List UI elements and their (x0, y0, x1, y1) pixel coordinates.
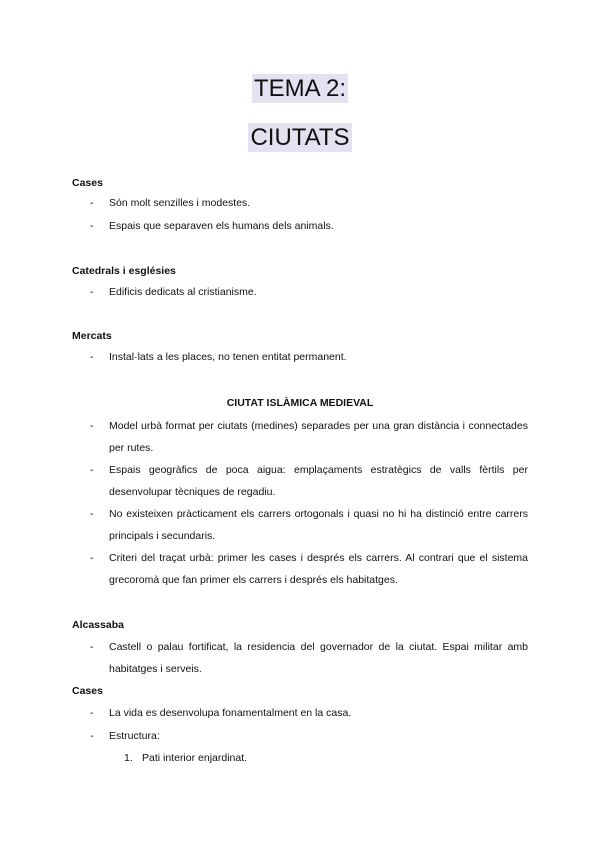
list-item-text: No existeixen pràcticament els carrers ortogonals i quasi no hi ha distinció entre carrers principals i secundaris. (109, 508, 528, 542)
list-item-text: Instal·lats a les places, no tenen entitat permanent. (109, 351, 347, 363)
list-item (90, 281, 528, 303)
list-item (90, 215, 528, 237)
heading-ciutat-islamica: CIUTAT ISLÀMICA MEDIEVAL (226, 397, 374, 409)
list-item (90, 547, 528, 591)
item-number: 1. (124, 752, 133, 764)
bullet-dash: - (90, 641, 94, 653)
heading-mercats: Mercats (72, 330, 112, 342)
bullet-dash: - (90, 464, 94, 476)
list-item-text: Espais que separaven els humans dels animals. (109, 220, 334, 232)
list-item-text: Model urbà format per ciutats (medines) separades per una gran distància i connectades per rutes. (109, 420, 528, 454)
list-item (90, 192, 528, 214)
title-line-1 (0, 74, 600, 104)
list-item (90, 346, 528, 368)
list-item-text: Castell o palau fortificat, la residencia del governador de la ciutat. Espai militar amb habitatges i serveis. (109, 641, 528, 675)
bullet-dash: - (90, 508, 94, 520)
bullet-dash: - (90, 730, 94, 742)
list-item-text: Estructura: (109, 730, 160, 742)
bullet-dash: - (90, 707, 94, 719)
bullet-dash: - (90, 420, 94, 432)
title-highlight-2: CIUTATS (250, 124, 350, 151)
list-item (90, 415, 528, 459)
list-item (90, 459, 528, 503)
list-item-text: La vida es desenvolupa fonamentalment en la casa. (109, 707, 352, 719)
bullet-dash: - (90, 286, 94, 298)
list-item-text: Són molt senzilles i modestes. (109, 197, 251, 209)
title-highlight-1: TEMA 2: (253, 75, 347, 102)
heading-cases-islamiques: Cases (72, 685, 103, 697)
bullet-dash: - (90, 197, 94, 209)
list-item-text: Edificis dedicats al cristianisme. (109, 286, 257, 298)
heading-catedrals: Catedrals i esglésies (72, 265, 176, 277)
bullet-dash: - (90, 552, 94, 564)
numbered-item-text: Pati interior enjardinat. (142, 752, 248, 764)
list-item (90, 503, 528, 547)
bullet-dash: - (90, 351, 94, 363)
heading-cases: Cases (72, 177, 103, 189)
heading-alcassaba: Alcassaba (72, 619, 124, 631)
title-line-2 (0, 123, 600, 153)
bullet-dash: - (90, 220, 94, 232)
numbered-item (124, 747, 528, 769)
list-item (90, 636, 528, 680)
list-item-text: Espais geogràfics de poca aigua: emplaçaments estratègics de valls fèrtils per desenvolupar tècniques de regadiu. (109, 464, 528, 498)
list-item (90, 702, 528, 724)
list-item-text: Criteri del traçat urbà: primer les cases i després els carrers. Al contrari que el sistema grecoromà que fan primer els carrers i després els habitatges. (109, 552, 528, 586)
list-item (90, 725, 528, 747)
